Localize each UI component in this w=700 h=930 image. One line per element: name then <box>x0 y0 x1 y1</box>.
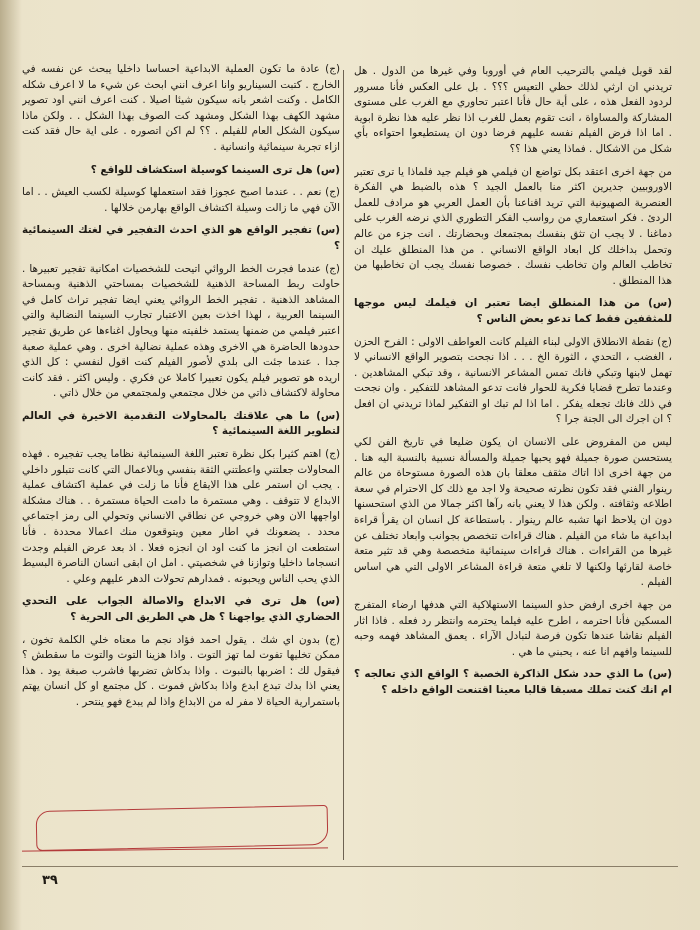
paragraph: من جهة اخرى اعتقد بكل تواضع ان فيلمي هو فيلم جيد فلماذا يا ترى تعتبر الاوروبيين جديرين اكثر منا بالعمل الجيد ؟ هذه بالضبط هي الفكرة العنصرية الصهيونية التي تريد اقناعنا بأن العمل العربي هو مرادف للعمل الردئ . فكر استعماري من رواسب الفكر التطوري الذي نرضه الغرب على دماغنا . لا يجب ان تثق بنفسك بمجتمعك وبحضارتك . انت جزء من عالم وتحمل بداخلك كل ابعاد الواقع الانساني . من هذا المنطلق عليك ان تخاطب العالم وان تخاطب نفسك . خصوصا نفسك يجب ان تخاطبها من هذا المنطلق . <box>354 165 672 287</box>
answer: (ج) نعم . . عندما اصبح عجوزا فقد استعملها كوسيلة لكسب العيش . . اما الآن فهي ما زالت وسيلة اكتشاف الواقع بهارمن خلالها . <box>22 186 340 214</box>
answer: (ج) اهتم كثيرا بكل نظرة تعتبر اللغة السينمائية نظاما يجب تفجيره . فهذه المحاولات جعلتني واعطتني الثقة بنفسي وبالاعمال التي كانت تتبلور داخلي . يجب ان استمر على هذا الايقاع فأنا ما زلت في عملية اكتشاف عملية الابداع لا تتوقف . وهي مستمرة ما دامت الحياة مستمرة . . هناك مشكلة اواجهها الان وهي خروجي عن نطاقي الانساني وتحولي الى رمز اجتماعي محدد . يضعونك في اطار معين ويتوقعون منك اعمالا محددة . فأنا استطعت ان انجز ما كنت اود ان انجزه فعلا . اذ بعد عرض الفيلم وجدت انسجاما داخليا وتوازنا في شخصيتي . امل ان ابقى انسان الناصرة البسيط الذي يحب الناس ويحبونه . فمدارهم تحولات الدهر عليهم وعلي . <box>22 448 340 585</box>
question: (س) ما الذي حدد شكل الذاكرة الخصبة ؟ الواقع الذي تعالجه ؟ ام انك كنت تملك مسبقا قالبا معينا اقتنعت الواقع داخله ؟ <box>354 668 672 696</box>
right-column <box>354 64 672 864</box>
left-column <box>22 62 340 862</box>
handwritten-circle-annotation <box>36 805 329 851</box>
page-number: ٣٩ <box>42 873 58 888</box>
answer: (ج) عادة ما تكون العملية الابداعية احساسا داخليا يبحث عن نفسه في الخارج . كتبت السيناريو وانا اعرف انني ابحث عن شيء ما لا اعرف شكله الكامل . وكنت اشعر بانه سيكون شيئا اصيلا . كنت اعرف انني اود تصوير مشهد الكهف بهذا الشكل ومشهد كت الصوف بهذا الشكل . . ولكن ماذا سيكون الشكل العام للفيلم . ؟؟ لم اكن اتصوره . على اية حال فقد كنت ازاء تجربة سينمائية وانسانية . <box>22 63 340 153</box>
footer-rule <box>22 866 678 867</box>
question: (س) ما هي علاقتك بالمحاولات التقدمية الاخيرة في العالم لتطوير اللغة السينمائية ؟ <box>22 409 340 438</box>
binding-shadow <box>0 0 22 930</box>
question: (س) هل ترى في الابداع والاصالة الجواب على التحدي الحضاري الذي يواجهنا ؟ هل هي الطريق الى الحرية ؟ <box>22 595 340 623</box>
question: (س) تفجير الواقع هو الذي احدث التفجير في لغتك السينمائية ؟ <box>22 224 340 252</box>
paragraph: من جهة اخرى ارفض حذو السينما الاستهلاكية التي هدفها ارضاء المتفرج المسكين فأنا احترمه ، اطرح عليه فيلما يحترمه وانتظر رد فعله . فاذا اثار الفيلم نقاشا عندها تكون فرصة لتبادل الآراء . يعمق المشاهد فهمه وحبه للسينما وافهم انا عنه ، يحبني ما هي . <box>354 599 672 658</box>
paragraph: لقد قوبل فيلمي بالترحيب العام في أوروبا وفي غيرها من الدول . هل تريدني ان ارثي لذلك حظي التعيس ؟؟؟ . بل على العكس فأنا مسرور لردود الفعل هذه ، على أية حال فأنا اعتبر تحاوري مع الغرب على مستوى المشاركة والمساواة ، انت تقوم بعمل للغرب اذا نظر عليه هذا نظرة ابوية . اما اذا فرض الفيلم نفسه عليهم فرضا دون ان يستطيعوا احتواءه بأي شكل من الاشكال . فماذا يعني هذا ؟؟ <box>354 65 672 155</box>
column-divider <box>343 70 344 860</box>
answer: (ج) بدون اي شك . يقول احمد فؤاد نجم ما معناه خلي الكلمة تخون ، ممكن تخليها تفوت لما تهز التوت . واذا هزينا التوت والتوت ما سقطش ؟ فيقول لك : اضربها بالنبوت . واذا بدكاش تضربها فاشرب صبغة يود . هذا يعني اذا بدك تبدع ابدع واذا بدكاش فموت . كل مجتمع او كل انسان يهتم باستمرارية الحياة لا مفر له من الابداع واذا لم يبدع فهو ينتحر . <box>22 633 340 708</box>
question: (س) هل ترى السينما كوسيلة استكشاف للواقع ؟ <box>90 163 340 176</box>
paragraph: ليس من المفروض على الانسان ان يكون ضليعا في تاريخ الفن لكي يستحسن صورة جميلة فهو يحبها جميلة والمسألة نسبية بالنسبة اليه هنا . من جهة اخرى اذا اتاك مثقف معلقا بان هذه الصورة مستوحاة من عالم رينوار الفني فقد تكون نظرته صحيحة ولا اجد مع ذلك كل الاحترام في سعة اطلاعه وثقافته . ولكن هذا لا يعني بانه رآها اكثر جمالا من الذي استحسنها دون ان يلاحظ انها تشبه عالم رينوار . باستطاعة كل انسان ان يقرأ قراءة ابداعية ما شاء من الفيلم . هناك قراءات تتخصص بجوانب وابعاد تختلف عن غيرها من القراءات . هناك قراءات سينمائية متخصصة وهي قد تثير متعة خاصة لقارئها ولكنها لا تلغي متعة قراءة المشاعر الاولى التي هي اساس الفيلم . <box>354 436 672 589</box>
answer: (ج) عندما فجرت الخط الروائي اتيحت للشخصيات امكانية تفجير تعبيرها . حاولت ربط المساحة الذهنية للشخصيات بمساحتي الذهنية وبمساحة المشاهد الذهنية . تفجير الخط الروائي يعني ايضا تفجير تراث كامل في السينما العربية ، لهذا اخذت بعين الاعتبار تجارب السينما النضالية والتي اعتبر فيلمي من ضمنها يستمد خلفيته منها ويحاول اغناءها عن طريق تفجير حدودها الحاضرة هي الاخرى وهذه عملية نضالية اخرى . وهي عملية صعبة جدا . عندما جئت الى بلدي لأصور الفيلم كنت اقول لنفسي : كل الذي اريده هو تصوير فيلم يكون تعبيرا كاملا عن فكري . وليس اكثر . فقد كانت محاولة لاكتشاف ذاتي من خلال مجتمعي ولمجتمعي من خلال ذاتي . <box>22 262 340 400</box>
answer: (ج) نقطة الانطلاق الاولى لبناء الفيلم كانت العواطف الاولى : الفرح الحزن ، الغضب ، التحدي ، الثورة الخ . . . اذا نجحت بتصوير الواقع الانساني لا تهمل لابنها وتبكي فانك تمس المشاعر الانسانية ، وقد تبكي المشاهدين . وعندما تطرح قضايا فكرية للحوار فانت تدعو المشاهد للتفكير . وان نجحت في ذلك فانك تجعله يفكر . اما اذا لم تبك او التفكير لماذا تريدني ان افعل ؟ ان اجرك الى الجنة جرا ؟ <box>354 335 672 426</box>
question: (س) من هذا المنطلق ايضا تعتبر ان فيلمك ليس موجها للمثقفين فقط كما تدعو بعض الناس ؟ <box>354 297 672 325</box>
